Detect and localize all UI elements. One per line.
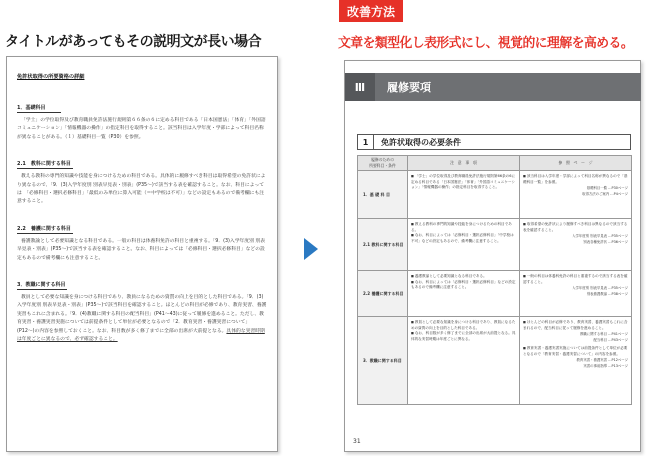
note-item: ■ 「学士」の学位取得及び教育職員免許法施行規則第66条の6に定める科目である「日本国憲法」「体育」「外国語コミュニケーション」「情報機器の操作」の指定科目を取得すること。 [411,174,516,191]
chapter-title: 履修要項 [387,81,431,94]
left-doc-title: 免許状取得の所要資格の詳細 [17,74,85,80]
left-section-text: 「学士」の学位取得及び教育職員免許法施行規則第６６条の６に定める科目である「日本国憲法」「体育」「外国語コミュニケーション」「情報機器の操作」の指定科目を取得すること。該当科目は入学年度・学部によって科目名称が異なることがある。（１）基礎科目一覧（P30）を参照。 [17,118,266,140]
requirements-table [357,155,632,405]
note-item: ■ 養護教諭として必要知識となる科目である。 [411,274,516,280]
row-notes [408,271,520,317]
ref-page: 実習の事前指導 …P13ページ [583,364,628,369]
ref-page: 教職に関する科目 …P41ページ [579,332,628,337]
table-row [358,219,632,271]
row-refs [520,219,632,271]
row-category: 1．基 礎 科 目 [358,171,408,219]
column-header: 履修のための 所要科目・条件 [358,156,408,171]
left-document-before [6,56,278,452]
table-row [358,271,632,317]
left-section [17,271,267,344]
left-section-text: 教える教科の専門的知識や技能を身につけるための科目である。具体的に履修すべき科目は取得希望の免許状により異なるので、「9．(3)入学年度別 別表早見表・別表」(P35〜)で該当する表を確認すること。なお、科目によっては 「必修科目・選択必修科目」「最低のみ単位に算入可能（＝中学校は不可）」などの設定もあるので備考欄にも注意すること。 [17,174,266,205]
column-header: 注 意 事 項 [408,156,520,171]
chapter-header [345,73,641,101]
left-section [17,215,267,263]
left-section-body: 教員として必要な知識を身につける科目であり、教員になるための資質の向上を目的とした科目である。「9．(3)入学年度別 別表早見表・別表」(P35〜)で該当科目を確認すること。ほとんどの科目が必修であり、教育実習、養護実習もこれに含まれる。「9．(4)教職に関する科目の配当科目」(P41〜43)に従って履修を進めること。ただし、教育実習・養護実習実施については前提条件として単位が必要となるので「2．教育実習・養護実習について」(P12〜)の内容を参照しておくこと。なお、科目数が多く修了までに全部の出席が大前提となる。 [17,295,267,334]
note-item: ■ なお、科目数が多く修了までに全部の出席が大前提となる。具体的な実習時期は年度ごとに異なる。 [411,331,516,342]
note-item: ■ 教員として必要な知識を身につける科目であり、教員になるための資質の向上を目的とした科目である。 [411,320,516,331]
left-section-text: 養護教諭として必要知識となる科目である。一般の科目は体養科免許の科目と重複する。「9．(3)入学年度別 別表早見表・別表」(P35〜)で該当する表を確認すること。なお、科目によっては「必修科目・選択必修科目」などの設定もあるので備考欄にも注意すること。 [17,238,266,261]
row-category: 3．教職に関する科目 [358,317,408,405]
row-notes [408,317,520,405]
left-section-text [17,294,267,344]
left-section [17,150,267,207]
subsection-title: 免許状取得の必要条件 [381,137,461,147]
row-category: 2.2 養護に関する科目 [358,271,408,317]
note-item: ■ なお、科目によっては「必修科目・選択必修科目」「中学校は不可」などの設定もあるので、備考欄に注意すること。 [411,233,516,244]
left-section-heading: 3．教職に関する科目 [17,282,66,289]
row-refs [520,171,632,219]
note-item: ■ 教える教科の専門的知識や技能を身につけるための科目である。 [411,222,516,233]
table-header-row [358,156,632,171]
ref-item: ■ 取得希望の免許状により履修すべき科目は異なるので該当する表を確認すること。 [523,222,628,233]
chapter-number: Ⅲ [345,73,375,101]
ref-page: 入学年度別 別表早見表 …P35ページ [572,234,628,239]
note-item: ■ なお、科目によっては「必修科目・選択必修科目」などの設定もあるので備考欄に注意すること。 [411,280,516,291]
ref-page: 基礎科目一覧 …P30ページ [586,186,628,191]
row-refs [520,317,632,405]
ref-item: ■ 一般の科目は体養科免許の科目と重複するので該当する表を確認すること。 [523,274,628,285]
ref-page: 教育実習・養護実習 …P12ページ [576,358,628,363]
left-heading: タイトルがあってもその説明文が長い場合 [5,34,262,50]
row-category: 2.1 教科に関する科目 [358,219,408,271]
table-row [358,317,632,405]
ref-item: ■ 該当科目は入学年度・学部によって科目名称が異なるので「基礎科目一覧」を参照。 [523,174,628,185]
ref-page: 取得方法のご案内 …P4ページ [582,192,628,197]
left-section-underlined-note: 具体的な実習時期は年度ごとに異なるので、必ず確認すること。 [17,328,265,343]
left-section-heading: 2.1 教科に関する科目 [17,161,71,168]
ref-page: 別表養護教諭 …P38ページ [586,292,628,297]
ref-item: ■ ほとんどの科目が必修であり、教育実習、養護実習もこれに含まれるので、配当科目に従って履修を進めること。 [523,320,628,331]
subsection-number: 1 [358,135,374,149]
row-notes [408,219,520,271]
ref-item: ■ 教育実習・養護実習実施については前提条件として単位が必要となるので「教育実習・養護実習について」の内容を参照。 [523,346,628,357]
subsection-header [357,134,631,150]
right-heading: 文章を類型化し表形式にし、視覚的に理解を高める。 [338,36,634,51]
ref-page: 別表各種免許状 …P36ページ [583,240,628,245]
row-refs [520,271,632,317]
left-section-heading: 2.2 養護に関する科目 [17,225,71,232]
left-section-heading: 1．基礎科目 [17,104,61,113]
ref-page: 配当科目 …P43ページ [593,338,628,343]
ref-page: 入学年度別 別表早見表 …P35ページ [572,286,628,291]
left-section [17,94,267,142]
column-header: 参 照 ペ ー ジ [520,156,632,171]
improvement-badge: 改善方法 [339,0,403,22]
arrow-right-icon [304,238,318,260]
row-notes [408,171,520,219]
table-row [358,171,632,219]
page-number: 31 [353,438,361,445]
right-document-after [344,60,641,452]
